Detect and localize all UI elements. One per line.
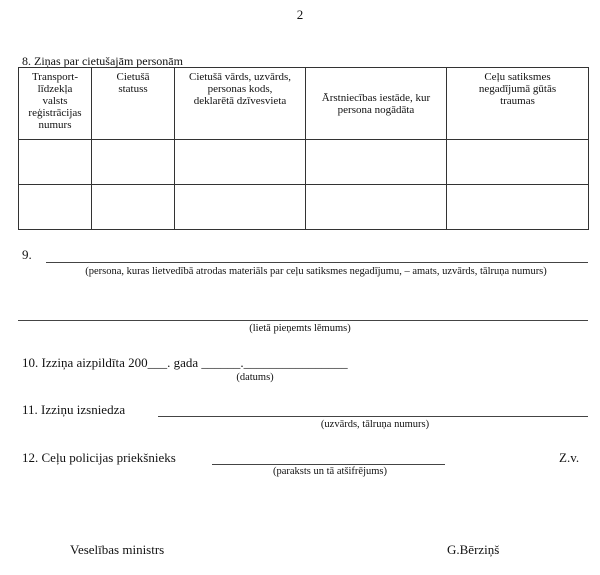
table-cell[interactable] <box>19 185 92 230</box>
table-header-row <box>19 68 589 140</box>
col-header-victim-identity: Cietušā vārds, uzvārds, personas kods, deklarētā dzīvesvieta <box>175 68 306 140</box>
col-header-injuries: Ceļu satiksmes negadījumā gūtās traumas <box>447 68 589 140</box>
table-cell[interactable] <box>306 185 447 230</box>
section-11-label: 11. Izziņu izsniedza <box>22 402 126 417</box>
responsible-person-caption: (persona, kuras lietvedībā atrodas materiāls par ceļu satiksmes negadījumu, – amats, uzvārds, tālruņa numurs) <box>85 266 547 277</box>
col-header-victim-status: Cietušā statuss <box>92 68 175 140</box>
decision-field[interactable] <box>18 320 588 321</box>
section-8-title: 8. Ziņas par cietušajām personām <box>22 54 183 68</box>
table-row <box>19 140 589 185</box>
table-cell[interactable] <box>447 140 589 185</box>
table-cell[interactable] <box>92 140 175 185</box>
responsible-person-field[interactable] <box>46 262 588 263</box>
decision-caption: (lietā pieņemts lēmums) <box>249 323 351 334</box>
date-caption: (datums) <box>236 372 274 383</box>
table-cell[interactable] <box>19 140 92 185</box>
signature-caption: (paraksts un tā atšifrējums) <box>272 466 387 477</box>
table-cell[interactable] <box>175 140 306 185</box>
table-cell[interactable] <box>447 185 589 230</box>
issued-by-caption: (uzvārds, tālruņa numurs) <box>320 419 430 430</box>
table-row <box>19 185 589 230</box>
minister-name: G.Bērziņš <box>447 542 500 557</box>
table-cell[interactable] <box>175 185 306 230</box>
issued-by-field[interactable] <box>158 416 588 417</box>
minister-title: Veselības ministrs <box>70 542 165 557</box>
section-12-label: 12. Ceļu policijas priekšnieks <box>22 450 176 465</box>
table-cell[interactable] <box>92 185 175 230</box>
col-header-medical-facility: Ārstniecības iestāde, kur persona nogādāta <box>306 68 447 140</box>
table-cell[interactable] <box>306 140 447 185</box>
section-10-label: 10. Izziņa aizpildīta 200___. gada ______.________________ <box>22 355 348 370</box>
victims-table <box>18 67 589 230</box>
col-header-vehicle-reg: Transport- līdzekļa valsts reģistrācijas numurs <box>19 68 92 140</box>
section-9-label: 9. <box>22 247 32 262</box>
stamp-place-label: Z.v. <box>559 450 580 465</box>
page-number: 2 <box>296 7 304 22</box>
